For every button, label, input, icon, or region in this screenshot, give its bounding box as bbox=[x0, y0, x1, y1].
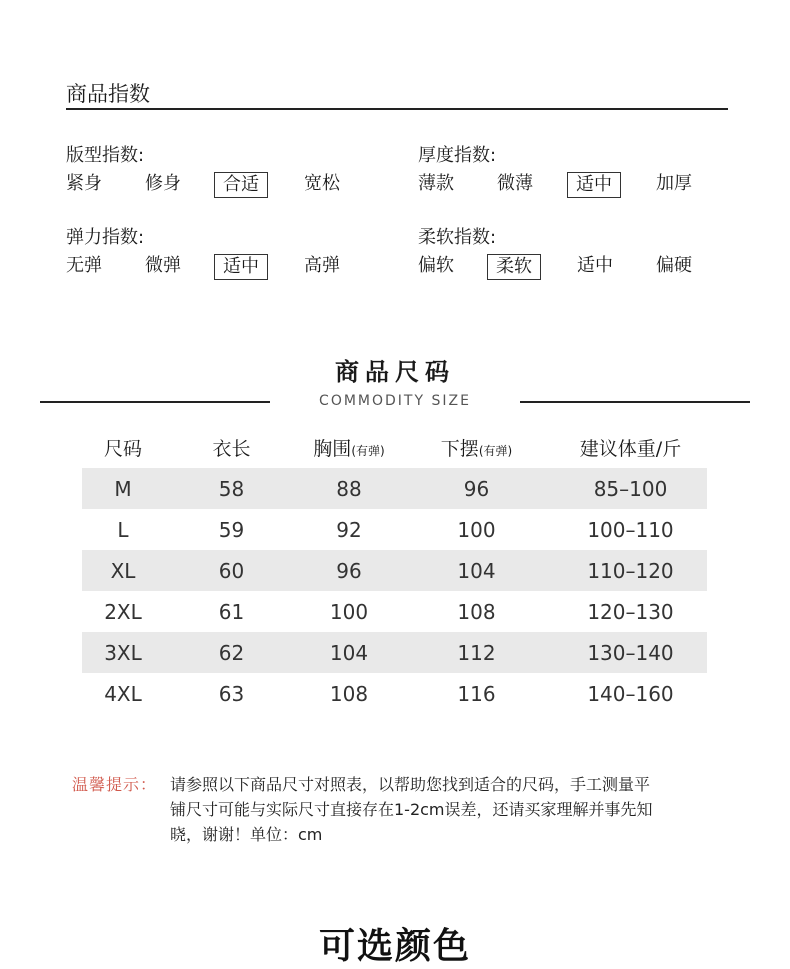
cell-weight: 110–120 bbox=[587, 558, 674, 583]
tip-label: 温馨提示： bbox=[72, 775, 158, 794]
elasticity-option-selected: 适中 bbox=[214, 254, 268, 280]
table-row bbox=[82, 468, 707, 509]
section-title-index: 商品指数 bbox=[66, 82, 150, 106]
cell-size: 2XL bbox=[104, 599, 142, 624]
col-header-length: 衣长 bbox=[212, 437, 251, 460]
softness-index-label: 柔软指数: bbox=[418, 227, 497, 248]
tip-line: 铺尺寸可能与实际尺寸直接存在1-2cm误差，还请买家理解并事先知 bbox=[170, 800, 653, 819]
thickness-option: 加厚 bbox=[656, 173, 692, 194]
elasticity-option: 高弹 bbox=[304, 255, 340, 276]
hem-label: 下摆 bbox=[440, 437, 479, 460]
cell-chest: 88 bbox=[336, 476, 362, 501]
col-header-chest bbox=[299, 434, 399, 461]
softness-option: 偏软 bbox=[418, 255, 454, 276]
fit-index-label: 版型指数: bbox=[66, 145, 145, 166]
cell-length: 60 bbox=[218, 558, 245, 583]
cell-weight: 85–100 bbox=[593, 476, 668, 501]
size-table bbox=[82, 426, 707, 714]
thickness-index-label: 厚度指数: bbox=[418, 145, 497, 166]
col-header-hem bbox=[399, 434, 554, 461]
cell-chest: 92 bbox=[336, 517, 362, 542]
col-header-size: 尺码 bbox=[103, 437, 142, 460]
cell-size: XL bbox=[110, 558, 136, 583]
softness-option: 适中 bbox=[577, 255, 613, 276]
thickness-option-selected: 适中 bbox=[567, 172, 621, 198]
thickness-option: 微薄 bbox=[497, 173, 533, 194]
cell-length: 62 bbox=[218, 640, 245, 665]
tip-line: 晓，谢谢！单位：cm bbox=[170, 825, 323, 844]
cell-length: 58 bbox=[218, 476, 245, 501]
tip-text bbox=[170, 772, 690, 847]
cell-hem: 100 bbox=[457, 517, 496, 542]
cell-weight: 120–130 bbox=[587, 599, 674, 624]
cell-size: L bbox=[117, 517, 129, 542]
cell-weight: 130–140 bbox=[587, 640, 674, 665]
cell-size: 3XL bbox=[104, 640, 142, 665]
cell-hem: 108 bbox=[457, 599, 496, 624]
cell-hem: 112 bbox=[457, 640, 496, 665]
elasticity-option: 无弹 bbox=[66, 255, 102, 276]
cell-chest: 100 bbox=[329, 599, 369, 624]
table-row bbox=[82, 673, 707, 714]
table-row bbox=[82, 509, 707, 550]
fit-option: 紧身 bbox=[66, 173, 102, 194]
cell-hem: 116 bbox=[457, 681, 496, 706]
col-header-weight: 建议体重/斤 bbox=[579, 437, 682, 460]
fit-option: 宽松 bbox=[304, 173, 340, 194]
chest-note: (有弹) bbox=[351, 443, 385, 458]
table-header bbox=[82, 426, 707, 468]
fit-option: 修身 bbox=[145, 173, 181, 194]
cell-length: 59 bbox=[218, 517, 245, 542]
divider bbox=[66, 108, 728, 110]
section-subtitle-size: COMMODITY SIZE bbox=[319, 393, 471, 409]
tip-line: 请参照以下商品尺寸对照表，以帮助您找到适合的尺码，手工测量平 bbox=[170, 775, 651, 794]
softness-option: 偏硬 bbox=[656, 255, 692, 276]
cell-length: 61 bbox=[218, 599, 245, 624]
cell-chest: 108 bbox=[329, 681, 369, 706]
elasticity-option: 微弹 bbox=[145, 255, 181, 276]
cell-chest: 96 bbox=[336, 558, 362, 583]
elasticity-index-label: 弹力指数: bbox=[66, 227, 145, 248]
thickness-option: 薄款 bbox=[418, 173, 454, 194]
cell-hem: 96 bbox=[463, 476, 490, 501]
cell-weight: 140–160 bbox=[587, 681, 674, 706]
cell-weight: 100–110 bbox=[587, 517, 674, 542]
cell-chest: 104 bbox=[329, 640, 369, 665]
section-title-size: 商品尺码 bbox=[335, 358, 455, 386]
softness-option-selected: 柔软 bbox=[487, 254, 541, 280]
fit-option-selected: 合适 bbox=[214, 172, 268, 198]
section-title-colors: 可选颜色 bbox=[318, 926, 471, 967]
cell-size: 4XL bbox=[104, 681, 142, 706]
cell-size: M bbox=[114, 476, 132, 501]
table-row bbox=[82, 550, 707, 591]
table-row bbox=[82, 632, 707, 673]
hem-note: (有弹) bbox=[478, 443, 513, 458]
cell-hem: 104 bbox=[457, 558, 496, 583]
cell-length: 63 bbox=[218, 681, 245, 706]
table-row bbox=[82, 591, 707, 632]
chest-label: 胸围 bbox=[313, 437, 352, 460]
